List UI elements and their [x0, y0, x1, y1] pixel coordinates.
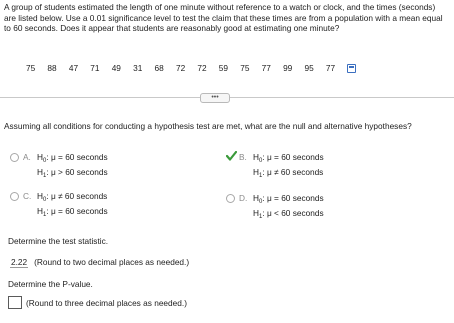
data-value: 77: [261, 63, 271, 73]
option-c[interactable]: [10, 191, 108, 220]
alt-hypothesis: $H_1$: μ = 60 seconds: [37, 205, 108, 218]
hypothesis-question: Assuming all conditions for conducting a hypothesis test are met, what are the null and alternative hypotheses?: [4, 121, 412, 131]
data-value: 72: [197, 63, 207, 73]
expand-button[interactable]: •••: [200, 93, 230, 103]
null-hypothesis: $H_0$: μ ≠ 60 seconds: [37, 191, 108, 203]
option-letter: D.: [239, 193, 248, 203]
copy-data-icon[interactable]: [347, 64, 356, 73]
null-hypothesis: $H_0$: μ = 60 seconds: [253, 152, 324, 164]
p-value-input[interactable]: [8, 296, 22, 309]
data-value: 49: [111, 63, 121, 73]
data-values-row: [26, 62, 356, 74]
data-value: 75: [240, 63, 250, 73]
data-value: 99: [283, 63, 293, 73]
data-value: 88: [47, 63, 57, 73]
option-letter: A.: [23, 152, 31, 162]
radio-d[interactable]: [226, 194, 235, 203]
problem-statement: A group of students estimated the length of one minute without reference to a watch or clock, and the times (seconds) are listed below. Use a 0.01 significance level to test the claim that these times are from a population with a mean equal to 60 seconds. Does it appear that students are reasonably good at estimating one minute?: [4, 2, 443, 34]
radio-a[interactable]: [10, 153, 19, 162]
option-letter: C.: [23, 191, 32, 201]
test-statistic-hint: (Round to two decimal places as needed.): [34, 257, 190, 267]
data-value: 75: [26, 63, 36, 73]
alt-hypothesis: $H_1$: μ < 60 seconds: [253, 207, 324, 220]
null-hypothesis: $H_0$: μ = 60 seconds: [37, 152, 108, 164]
data-value: 71: [90, 63, 100, 73]
test-statistic-label: Determine the test statistic.: [8, 236, 109, 246]
alt-hypothesis: $H_1$: μ > 60 seconds: [37, 166, 108, 179]
alt-hypothesis: $H_1$: μ ≠ 60 seconds: [253, 166, 324, 179]
data-value: 95: [304, 63, 314, 73]
checkmark-icon: [226, 151, 237, 161]
option-letter: B.: [239, 152, 247, 162]
data-value: 68: [154, 63, 164, 73]
p-value-hint: (Round to three decimal places as needed.): [26, 297, 187, 308]
test-statistic-value[interactable]: 2.22: [11, 256, 28, 267]
data-value: 31: [133, 63, 143, 73]
data-value: 59: [218, 63, 229, 73]
data-value: 47: [68, 63, 79, 73]
data-value: 72: [175, 63, 186, 73]
test-statistic-answer: [10, 256, 189, 268]
p-value-label: Determine the P-value.: [8, 279, 93, 289]
option-a[interactable]: [10, 152, 108, 181]
p-value-answer: [8, 296, 187, 309]
data-value: 77: [325, 63, 336, 73]
option-d[interactable]: [226, 193, 324, 222]
null-hypothesis: $H_0$: μ = 60 seconds: [253, 193, 324, 205]
option-b[interactable]: [226, 152, 324, 181]
radio-c[interactable]: [10, 192, 19, 201]
